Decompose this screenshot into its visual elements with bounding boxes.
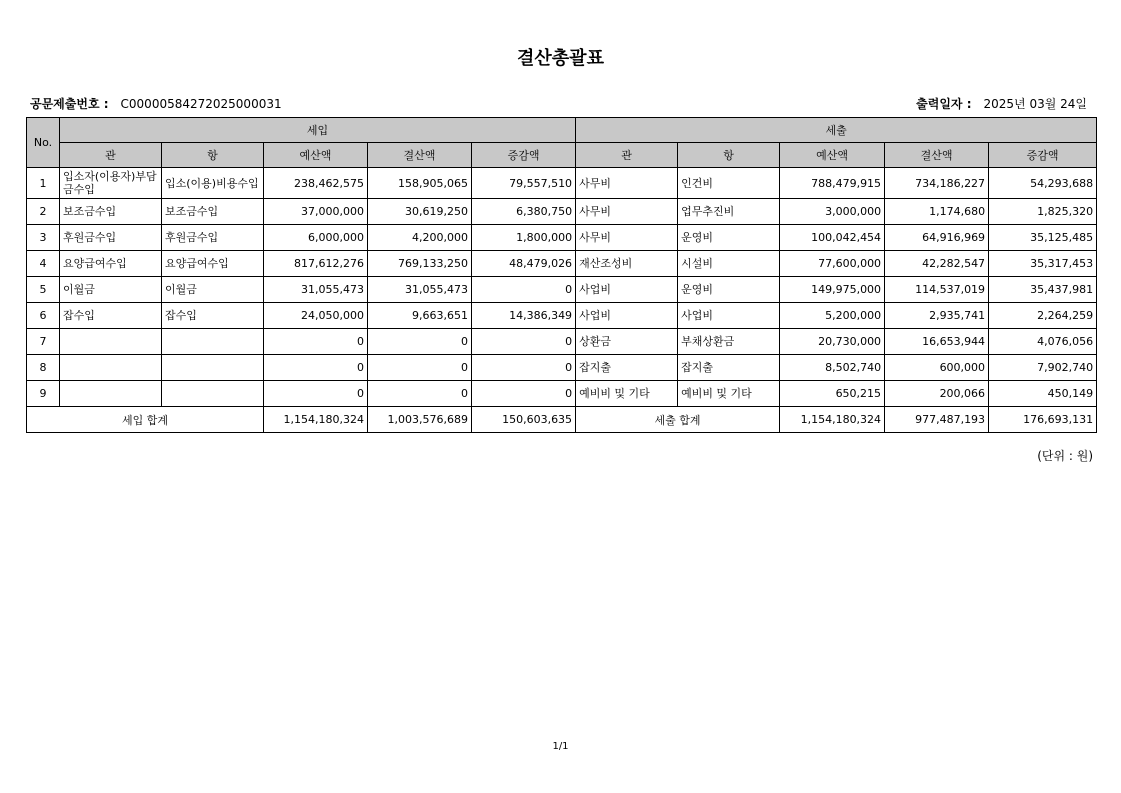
expense-budget-cell: 5,200,000 xyxy=(780,303,885,329)
income-budget-cell: 238,462,575 xyxy=(264,168,368,199)
row-no: 8 xyxy=(27,355,60,381)
expense-budget-cell: 149,975,000 xyxy=(780,277,885,303)
expense-settled-cell: 114,537,019 xyxy=(885,277,989,303)
header-income-diff: 증감액 xyxy=(472,143,576,168)
income-budget-cell: 6,000,000 xyxy=(264,225,368,251)
expense-budget-cell: 788,479,915 xyxy=(780,168,885,199)
income-hang-cell: 이월금 xyxy=(162,277,264,303)
expense-gwan-cell: 상환금 xyxy=(576,329,678,355)
expense-diff-cell: 54,293,688 xyxy=(989,168,1097,199)
expense-hang-cell: 운영비 xyxy=(678,277,780,303)
row-no: 7 xyxy=(27,329,60,355)
print-date-value: 2025년 03월 24일 xyxy=(983,97,1087,111)
header-expense: 세출 xyxy=(576,118,1097,143)
income-diff-cell: 0 xyxy=(472,329,576,355)
expense-settled-cell: 16,653,944 xyxy=(885,329,989,355)
expense-hang-cell: 시설비 xyxy=(678,251,780,277)
expense-gwan-cell: 사업비 xyxy=(576,303,678,329)
header-no: No. xyxy=(27,118,60,168)
expense-hang-cell: 인건비 xyxy=(678,168,780,199)
expense-total-label: 세출 합계 xyxy=(576,407,780,433)
expense-gwan-cell: 사무비 xyxy=(576,199,678,225)
expense-hang-cell: 업무추진비 xyxy=(678,199,780,225)
expense-hang-cell: 운영비 xyxy=(678,225,780,251)
expense-total-budget: 1,154,180,324 xyxy=(780,407,885,433)
income-gwan-cell: 요양급여수입 xyxy=(60,251,162,277)
expense-hang-cell: 예비비 및 기타 xyxy=(678,381,780,407)
print-date-label: 출력일자 : xyxy=(916,97,972,111)
expense-diff-cell: 35,125,485 xyxy=(989,225,1097,251)
expense-gwan-cell: 사무비 xyxy=(576,168,678,199)
table-row xyxy=(27,168,1097,199)
income-diff-cell: 6,380,750 xyxy=(472,199,576,225)
header-expense-diff: 증감액 xyxy=(989,143,1097,168)
expense-budget-cell: 77,600,000 xyxy=(780,251,885,277)
income-hang-cell: 잡수입 xyxy=(162,303,264,329)
income-hang-cell: 보조금수입 xyxy=(162,199,264,225)
income-settled-cell: 0 xyxy=(368,381,472,407)
totals-row xyxy=(27,407,1097,433)
income-settled-cell: 31,055,473 xyxy=(368,277,472,303)
expense-gwan-cell: 재산조성비 xyxy=(576,251,678,277)
table-row xyxy=(27,303,1097,329)
header-row-group xyxy=(27,118,1097,143)
row-no: 5 xyxy=(27,277,60,303)
row-no: 4 xyxy=(27,251,60,277)
header-row-sub xyxy=(27,143,1097,168)
expense-budget-cell: 650,215 xyxy=(780,381,885,407)
row-no: 3 xyxy=(27,225,60,251)
expense-diff-cell: 4,076,056 xyxy=(989,329,1097,355)
header-expense-settled: 결산액 xyxy=(885,143,989,168)
income-hang-cell: 요양급여수입 xyxy=(162,251,264,277)
income-gwan-cell: 잡수입 xyxy=(60,303,162,329)
expense-gwan-cell: 사무비 xyxy=(576,225,678,251)
income-hang-cell: 후원금수입 xyxy=(162,225,264,251)
table-row xyxy=(27,329,1097,355)
income-budget-cell: 817,612,276 xyxy=(264,251,368,277)
income-budget-cell: 0 xyxy=(264,355,368,381)
income-diff-cell: 0 xyxy=(472,355,576,381)
page-title: 결산총괄표 xyxy=(517,48,604,69)
header-expense-gwan: 관 xyxy=(576,143,678,168)
income-hang-cell xyxy=(162,355,264,381)
page-number: 1/1 xyxy=(552,741,569,752)
income-hang-cell xyxy=(162,381,264,407)
row-no: 1 xyxy=(27,168,60,199)
income-gwan-cell xyxy=(60,381,162,407)
income-total-label: 세입 합계 xyxy=(27,407,264,433)
table-row xyxy=(27,225,1097,251)
income-diff-cell: 14,386,349 xyxy=(472,303,576,329)
income-settled-cell: 9,663,651 xyxy=(368,303,472,329)
income-gwan-cell xyxy=(60,355,162,381)
doc-number xyxy=(30,95,282,112)
expense-diff-cell: 35,437,981 xyxy=(989,277,1097,303)
table-row xyxy=(27,199,1097,225)
income-total-budget: 1,154,180,324 xyxy=(264,407,368,433)
table-row xyxy=(27,277,1097,303)
row-no: 6 xyxy=(27,303,60,329)
header-expense-budget: 예산액 xyxy=(780,143,885,168)
income-settled-cell: 769,133,250 xyxy=(368,251,472,277)
income-hang-cell: 입소(이용)비용수입 xyxy=(162,168,264,199)
row-no: 9 xyxy=(27,381,60,407)
expense-settled-cell: 734,186,227 xyxy=(885,168,989,199)
expense-gwan-cell: 예비비 및 기타 xyxy=(576,381,678,407)
expense-settled-cell: 1,174,680 xyxy=(885,199,989,225)
table-row xyxy=(27,251,1097,277)
income-gwan-cell xyxy=(60,329,162,355)
income-settled-cell: 0 xyxy=(368,329,472,355)
doc-number-label: 공문제출번호 : xyxy=(30,97,109,111)
income-settled-cell: 0 xyxy=(368,355,472,381)
expense-hang-cell: 사업비 xyxy=(678,303,780,329)
income-diff-cell: 1,800,000 xyxy=(472,225,576,251)
income-gwan-cell: 보조금수입 xyxy=(60,199,162,225)
income-settled-cell: 158,905,065 xyxy=(368,168,472,199)
expense-settled-cell: 42,282,547 xyxy=(885,251,989,277)
income-total-settled: 1,003,576,689 xyxy=(368,407,472,433)
expense-budget-cell: 20,730,000 xyxy=(780,329,885,355)
expense-gwan-cell: 잡지출 xyxy=(576,355,678,381)
settlement-summary-table xyxy=(26,117,1097,433)
income-settled-cell: 4,200,000 xyxy=(368,225,472,251)
doc-number-value: C00000584272025000031 xyxy=(120,97,282,111)
expense-budget-cell: 100,042,454 xyxy=(780,225,885,251)
header-expense-hang: 항 xyxy=(678,143,780,168)
income-budget-cell: 31,055,473 xyxy=(264,277,368,303)
income-budget-cell: 24,050,000 xyxy=(264,303,368,329)
header-income: 세입 xyxy=(60,118,576,143)
expense-hang-cell: 잡지출 xyxy=(678,355,780,381)
income-gwan-cell: 후원금수입 xyxy=(60,225,162,251)
table-row xyxy=(27,381,1097,407)
income-total-diff: 150,603,635 xyxy=(472,407,576,433)
expense-settled-cell: 64,916,969 xyxy=(885,225,989,251)
income-diff-cell: 48,479,026 xyxy=(472,251,576,277)
row-no: 2 xyxy=(27,199,60,225)
expense-budget-cell: 3,000,000 xyxy=(780,199,885,225)
expense-settled-cell: 200,066 xyxy=(885,381,989,407)
expense-total-diff: 176,693,131 xyxy=(989,407,1097,433)
income-gwan-cell: 입소자(이용자)부담금수입 xyxy=(60,168,162,199)
expense-diff-cell: 2,264,259 xyxy=(989,303,1097,329)
header-income-settled: 결산액 xyxy=(368,143,472,168)
print-date xyxy=(916,95,1087,112)
expense-budget-cell: 8,502,740 xyxy=(780,355,885,381)
income-settled-cell: 30,619,250 xyxy=(368,199,472,225)
expense-diff-cell: 450,149 xyxy=(989,381,1097,407)
income-gwan-cell: 이월금 xyxy=(60,277,162,303)
unit-note: (단위 : 원) xyxy=(1037,449,1093,463)
income-budget-cell: 0 xyxy=(264,329,368,355)
expense-diff-cell: 35,317,453 xyxy=(989,251,1097,277)
header-income-gwan: 관 xyxy=(60,143,162,168)
expense-diff-cell: 1,825,320 xyxy=(989,199,1097,225)
expense-settled-cell: 600,000 xyxy=(885,355,989,381)
expense-total-settled: 977,487,193 xyxy=(885,407,989,433)
income-budget-cell: 37,000,000 xyxy=(264,199,368,225)
income-hang-cell xyxy=(162,329,264,355)
expense-gwan-cell: 사업비 xyxy=(576,277,678,303)
income-diff-cell: 0 xyxy=(472,277,576,303)
income-diff-cell: 0 xyxy=(472,381,576,407)
header-income-budget: 예산액 xyxy=(264,143,368,168)
header-income-hang: 항 xyxy=(162,143,264,168)
income-diff-cell: 79,557,510 xyxy=(472,168,576,199)
expense-settled-cell: 2,935,741 xyxy=(885,303,989,329)
expense-hang-cell: 부채상환금 xyxy=(678,329,780,355)
expense-diff-cell: 7,902,740 xyxy=(989,355,1097,381)
table-row xyxy=(27,355,1097,381)
income-budget-cell: 0 xyxy=(264,381,368,407)
